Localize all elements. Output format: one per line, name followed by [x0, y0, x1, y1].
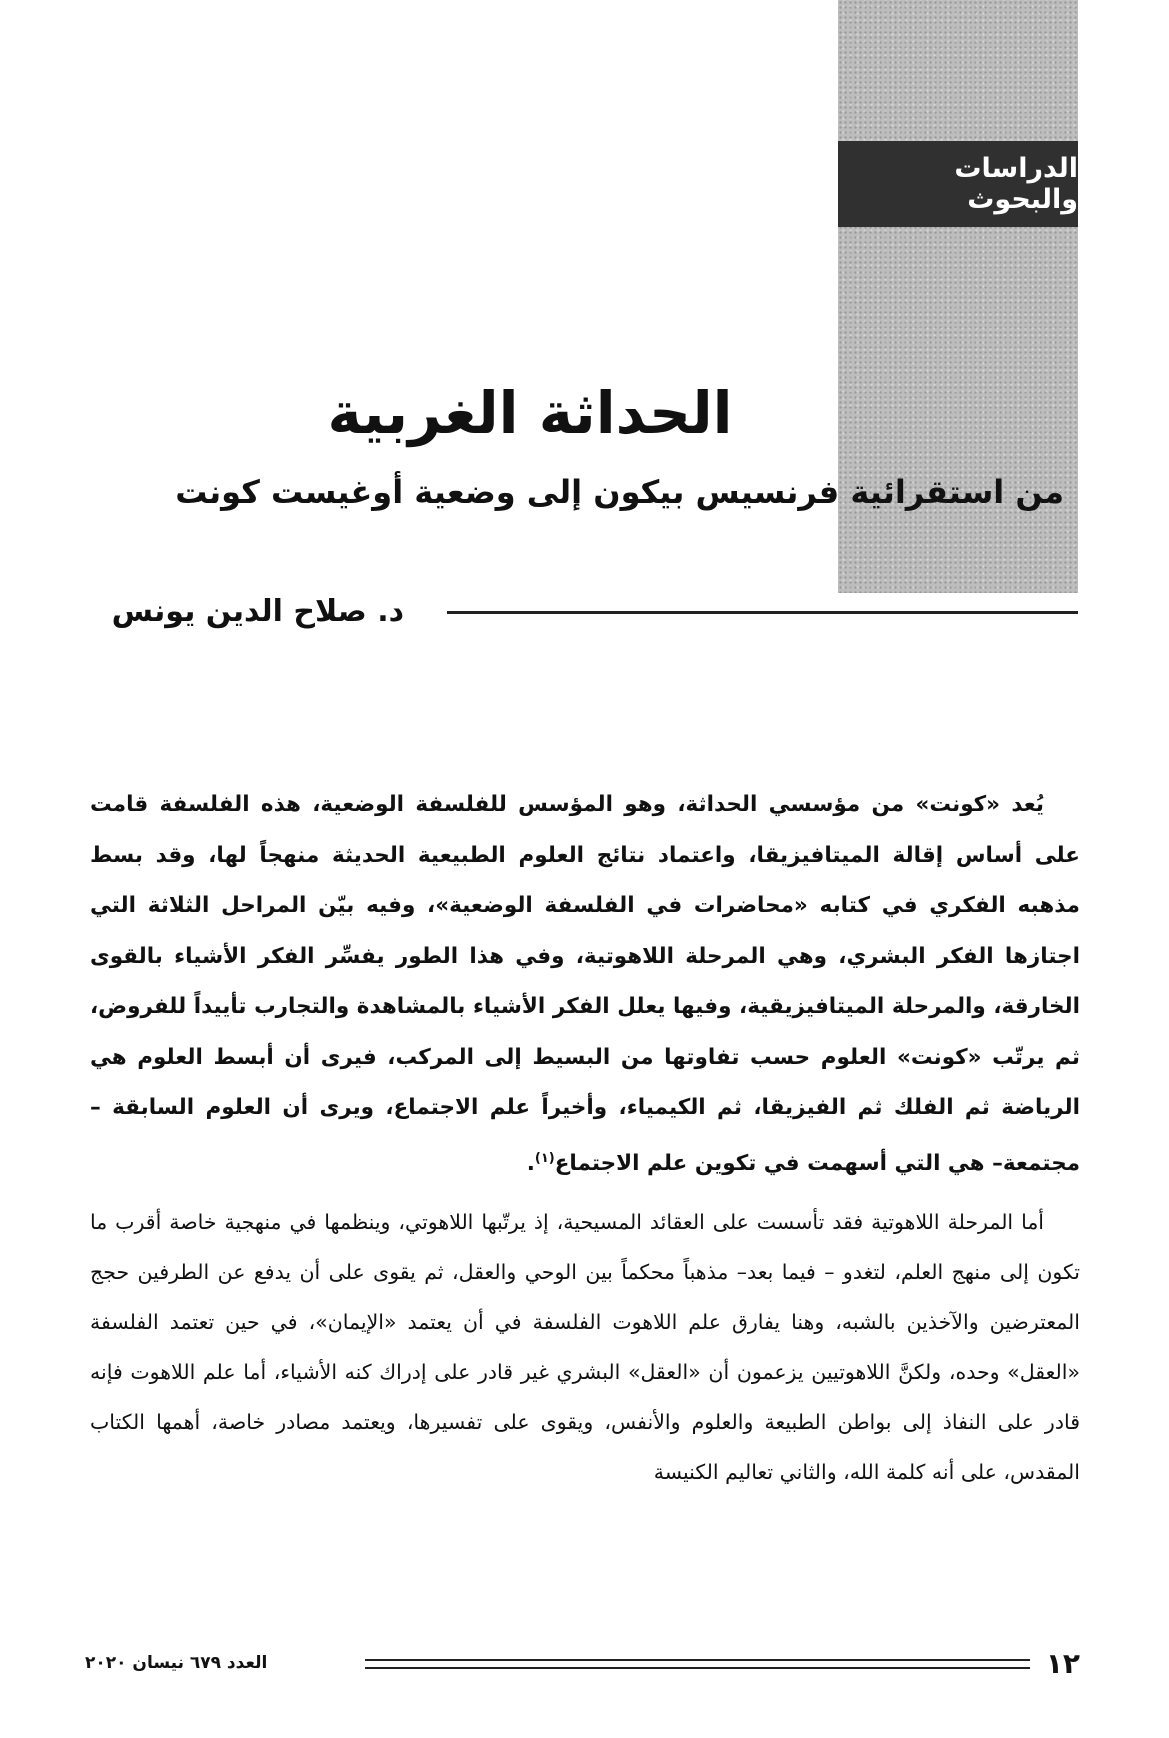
paragraph-1-end: . [526, 1150, 535, 1176]
issue-info: العدد ٦٧٩ نيسان ٢٠٢٠ [85, 1653, 268, 1673]
article-subtitle: من استقرائية فرنسيس بيكون إلى وضعية أوغيست كونت [175, 472, 1064, 511]
author-name: د. صلاح الدين يونس [111, 594, 404, 629]
page-number: ١٢ [1045, 1647, 1080, 1680]
section-label: الدراسات والبحوث [838, 141, 1078, 227]
paragraph-1-text: يُعد «كونت» من مؤسسي الحداثة، وهو المؤسس للفلسفة الوضعية، هذه الفلسفة قامت على أساس إقالة الميتافيزيقا، واعتماد نتائج العلوم الطبيعية الحديثة منهجاً لها، وقد بسط مذهبه الفكري في كتابه «محاضرات في الفلسفة الوضعية»، وفيه بيّن المراحل الثلاثة التي اجتازها الفكر البشري، وهي المرحلة اللاهوتية، وفي هذا الطور يفسِّر الفكر الأشياء بالقوى الخارقة، والمرحلة الميتافيزيقية، وفيها يعلل الفكر الأشياء بالمشاهدة والتجارب تأييداً للفروض، ثم يرتّب «كونت» العلوم حسب تفاوتها من البسيط إلى المركب، فيرى أن أبسط العلوم هي الرياضة ثم الفلك ثم الفيزيقا، ثم الكيمياء، وأخيراً علم الاجتماع، ويرى أن العلوم السابقة – مجتمعة– هي التي أسهمت في تكوين علم الاجتماع [90, 792, 1080, 1176]
page-footer [85, 1645, 1080, 1685]
footnote-marker: (١) [534, 1150, 555, 1166]
paragraph-1 [90, 780, 1080, 1189]
article-body [90, 780, 1080, 1497]
article-title: الحداثة الغربية [327, 378, 733, 447]
footer-divider [365, 1659, 1030, 1669]
paragraph-2: أما المرحلة اللاهوتية فقد تأسست على العقائد المسيحية، إذ يرتّبها اللاهوتي، وينظمها في منهجية خاصة أقرب ما تكون إلى منهج العلم، لتغدو – فيما بعد– مذهباً محكماً بين الوحي والعقل، ثم يقوى على أن يدفع عن الطرفين حجج المعترضين والآخذين بالشبه، وهنا يفارق علم اللاهوت الفلسفة في أن يعتمد «الإيمان»، في حين تعتمد الفلسفة «العقل» وحده، ولكنَّ اللاهوتيين يزعمون أن «العقل» البشري غير قادر على إدراك كنه الأشياء، أما علم اللاهوت فإنه قادر على النفاذ إلى بواطن الطبيعة والعلوم والأنفس، ويقوى على تفسيرها، ويعتمد مصادر خاصة، أهمها الكتاب المقدس، على أنه كلمة الله، والثاني تعاليم الكنيسة [90, 1210, 1080, 1485]
author-divider [447, 611, 1078, 614]
